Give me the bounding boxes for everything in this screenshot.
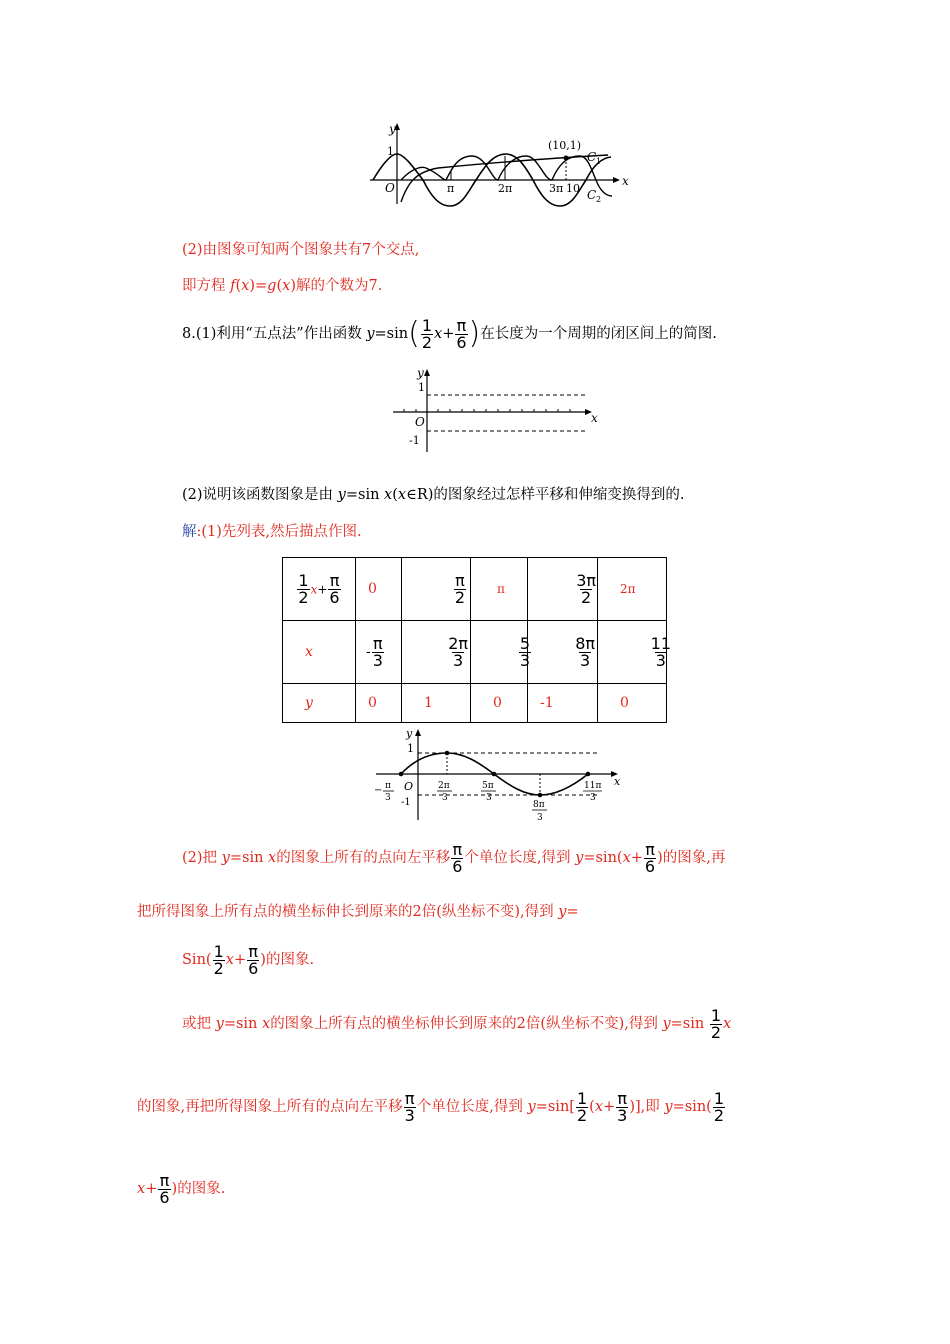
value-table-wrap bbox=[282, 557, 671, 723]
y-axis-arrow bbox=[424, 369, 430, 376]
table-cell: $\frac{3\pi}{2}$ bbox=[528, 558, 598, 621]
row-header-y: y bbox=[283, 684, 356, 723]
fig1-y-label: y bbox=[389, 122, 396, 136]
figure-blank-axes bbox=[390, 364, 605, 456]
answer2-line3: Sin( $\frac{1}{2}$ x+ $\frac{\pi}{6}$ )的图象. bbox=[182, 941, 315, 978]
fig3-tick-11pi-den: 3 bbox=[590, 793, 596, 803]
fig3-origin: O bbox=[404, 780, 414, 793]
table-row bbox=[283, 558, 667, 621]
table-row bbox=[283, 684, 667, 723]
table-cell: $\frac{11}{3}$ bbox=[598, 621, 667, 684]
answer2-line5: 的图象,再把所得图象上所有的点向左平移 $\frac{\pi}{3}$ 个单位长度,得到 y=sin[ $\frac{1}{2}$ (x+ $\frac{\pi}{3}$ )],即 y=sin( $\frac{1}{2}$ bbox=[137, 1088, 725, 1125]
answer2-line2: 把所得图象上所有点的横坐标伸长到原来的2倍(纵坐标不变),得到 y= bbox=[137, 904, 579, 920]
table-cell: - $\frac{\pi}{3}$ bbox=[356, 621, 402, 684]
fig3-tick-5pi: 5π bbox=[482, 781, 494, 791]
fig1-c1-sub: 1 bbox=[596, 157, 602, 166]
table-cell: -1 bbox=[528, 684, 598, 723]
fig3-tick-8pi-den: 3 bbox=[537, 813, 543, 823]
table-cell: π bbox=[471, 558, 528, 621]
fig1-c2: C bbox=[587, 188, 597, 202]
fig1-point-label: (10,1) bbox=[548, 139, 582, 152]
answer2-line6: x+ $\frac{\pi}{6}$ )的图象. bbox=[137, 1170, 226, 1207]
table-cell: $\frac{2\pi}{3}$ bbox=[402, 621, 471, 684]
fig3-tick-2pi: 2π bbox=[438, 781, 450, 791]
question-8-part1: 8.(1)利用“五点法”作出函数 y=sin( $\frac{1}{2}$ x+ $\frac{\pi}{6}$ )在长度为一个周期的闭区间上的简图. bbox=[182, 315, 717, 352]
table-cell: $\frac{\pi}{2}$ bbox=[402, 558, 471, 621]
question-8-part2: (2)说明该函数图象是由 y=sin x(x∈R)的图象经过怎样平移和伸缩变换得到的. bbox=[182, 487, 685, 503]
x-axis-arrow bbox=[613, 177, 620, 183]
fig2-origin: O bbox=[415, 415, 425, 429]
value-table bbox=[282, 557, 671, 723]
fig1-tick-2pi: 2π bbox=[498, 182, 513, 195]
fig3-one: 1 bbox=[407, 742, 414, 755]
table-cell: 2π bbox=[598, 558, 667, 621]
table-cell: 0 bbox=[598, 684, 667, 723]
fig3-tick-neg-pi-den: 3 bbox=[385, 793, 391, 803]
fig3-tick-5pi-den: 3 bbox=[486, 793, 492, 803]
figure-five-point-sketch bbox=[370, 726, 625, 826]
table-cell: 0 bbox=[471, 684, 528, 723]
fig1-tick-10: 10 bbox=[566, 182, 580, 195]
fig3-neg-one: -1 bbox=[401, 797, 411, 808]
fig2-neg-one: -1 bbox=[409, 434, 420, 447]
row-header-angle: $\frac{1}{2}$ x+ $\frac{\pi}{6}$ bbox=[283, 558, 356, 621]
fig3-tick-8pi: 8π bbox=[533, 800, 545, 810]
part2-line1: (2)由图象可知两个图象共有7个交点, bbox=[182, 242, 420, 258]
fig1-x-label: x bbox=[622, 174, 629, 188]
y-axis-arrow bbox=[415, 729, 421, 736]
fig1-origin: O bbox=[385, 181, 395, 195]
solution-line: 解:(1)先列表,然后描点作图. bbox=[182, 524, 362, 540]
table-row bbox=[283, 621, 667, 684]
fig1-c2-sub: 2 bbox=[596, 195, 602, 204]
fig1-tick-pi: π bbox=[447, 182, 455, 195]
fig3-y-label: y bbox=[406, 727, 413, 740]
table-cell: $\frac{5}{3}$ bbox=[471, 621, 528, 684]
fig3-tick-2pi-den: 3 bbox=[442, 793, 448, 803]
fig3-x-label: x bbox=[614, 775, 621, 788]
table-cell: 1 bbox=[402, 684, 471, 723]
fig3-minus-sign: − bbox=[374, 785, 383, 796]
table-cell: 0 bbox=[356, 558, 402, 621]
row-header-x: x bbox=[283, 621, 356, 684]
solution-label: 解 bbox=[182, 524, 197, 540]
table-cell: 0 bbox=[356, 684, 402, 723]
answer2-line1: (2)把 y=sin x的图象上所有的点向左平移 $\frac{\pi}{6}$ 个单位长度,得到 y=sin(x+ $\frac{\pi}{6}$ )的图象,再 bbox=[182, 839, 726, 876]
fig1-c1: C bbox=[587, 150, 597, 164]
fig1-one: 1 bbox=[387, 145, 394, 158]
table-cell: $\frac{8\pi}{3}$ bbox=[528, 621, 598, 684]
fig2-y-label: y bbox=[417, 366, 424, 380]
part2-line2: 即方程 f(x)=g(x)解的个数为7. bbox=[182, 278, 383, 294]
fig2-x-label: x bbox=[591, 411, 598, 425]
answer2-line4: 或把 y=sin x的图象上所有点的横坐标伸长到原来的2倍(纵坐标不变),得到 y=sin $\frac{1}{2}$ x bbox=[182, 1005, 732, 1042]
fig3-tick-neg-pi: π bbox=[385, 781, 391, 791]
figure-intersections bbox=[368, 118, 628, 208]
fig2-one: 1 bbox=[418, 381, 425, 394]
fig1-tick-3pi: 3π bbox=[549, 182, 564, 195]
fig3-tick-11pi: 11π bbox=[584, 781, 602, 791]
